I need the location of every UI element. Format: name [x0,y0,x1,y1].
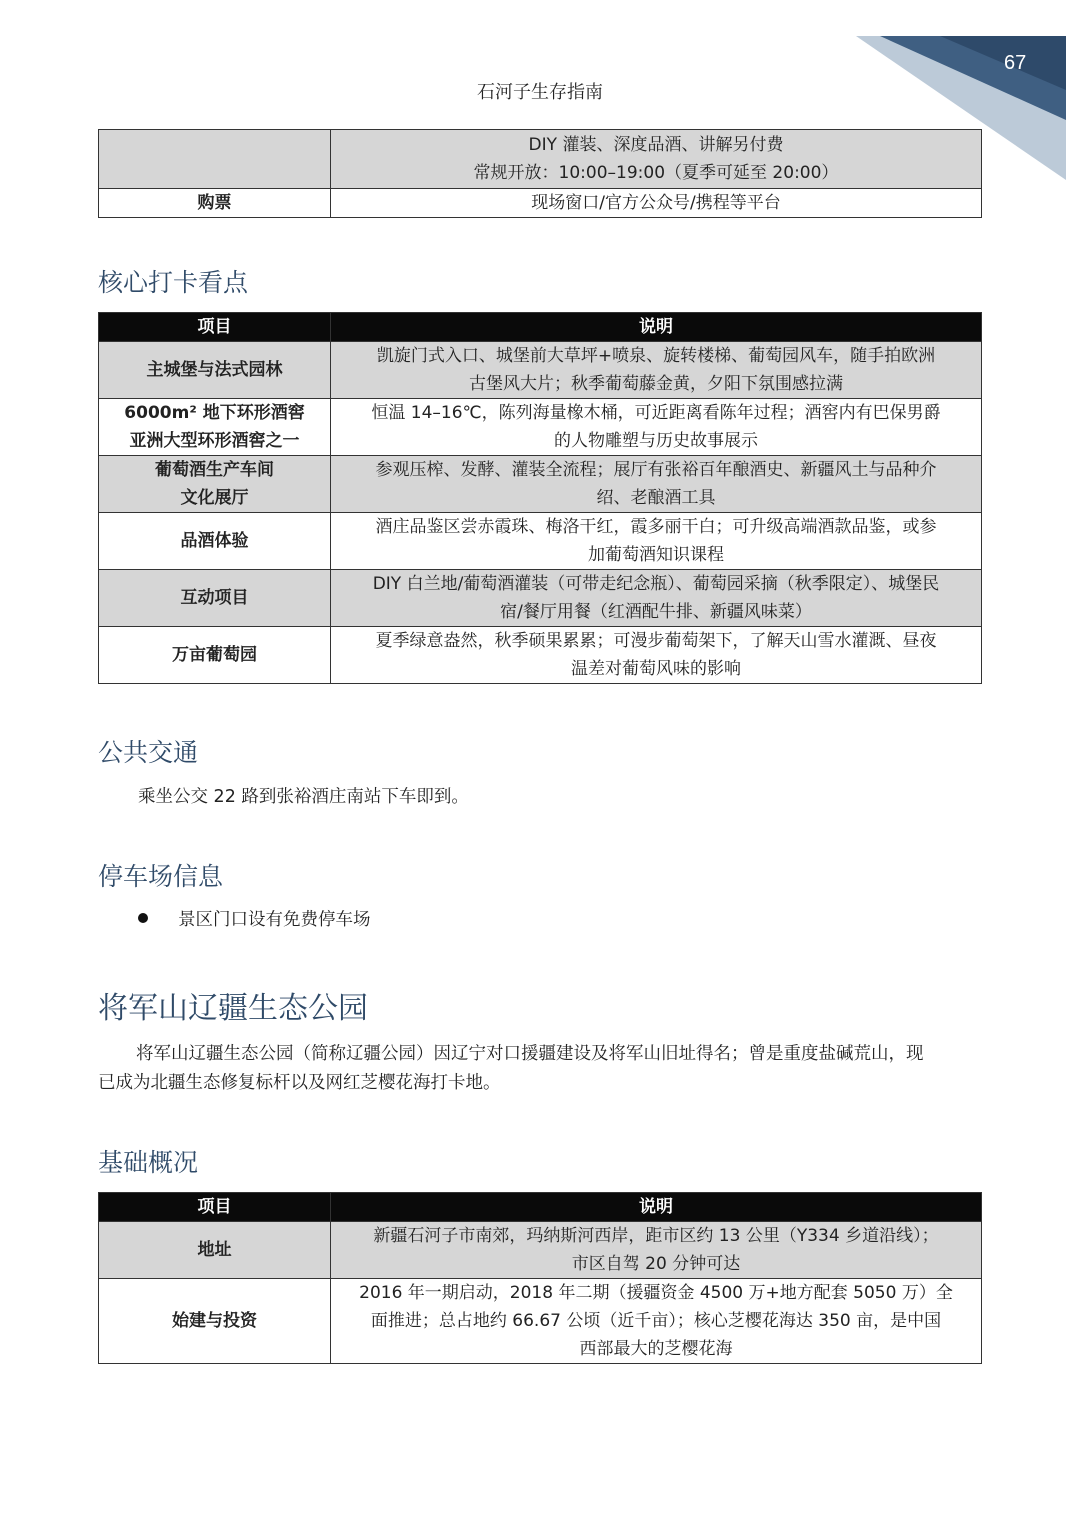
row-label [99,342,331,399]
row-label: 购票 [99,189,331,218]
desc-line: 现场窗口/官方公众号/携程等平台 [531,193,781,213]
desc-line: DIY 白兰地/葡萄酒灌装（可带走纪念瓶）、葡萄园采摘（秋季限定）、城堡民 [372,574,940,594]
row-label [99,456,331,513]
label-line: 互动项目 [180,588,249,608]
park-title: 将军山辽疆生态公园 [98,991,368,1026]
row-desc [331,627,982,684]
table-row [99,456,982,513]
row-desc [331,1279,982,1364]
table-row [99,189,982,218]
transport-text: 乘坐公交 22 路到张裕酒庄南站下车即到。 [138,787,469,807]
row-label [99,399,331,456]
label-line: 品酒体验 [180,531,249,551]
desc-line: 夏季绿意盎然，秋季硕果累累；可漫步葡萄架下，了解天山雪水灌溉、昼夜 [375,631,937,651]
row-label [99,570,331,627]
label-line: 万亩葡萄园 [172,645,257,665]
col-header-item: 项目 [99,313,331,342]
table-row [99,342,982,399]
row-label [99,130,331,189]
row-label: 始建与投资 [99,1279,331,1364]
col-header-item: 项目 [99,1193,331,1222]
bullet-icon [138,913,148,923]
desc-line: 新疆石河子市南郊，玛纳斯河西岸，距市区约 13 公里（Y334 乡道沿线）； [373,1226,939,1246]
label-line: 主城堡与法式园林 [146,360,283,380]
bullet-text: 景区门口设有免费停车场 [178,910,371,930]
label-line: 亚洲大型环形酒窖之一 [129,431,300,451]
row-label: 地址 [99,1222,331,1279]
col-header-desc: 说明 [331,1193,982,1222]
desc-line: 参观压榨、发酵、灌装全流程；展厅有张裕百年酿酒史、新疆风土与品种介 [375,460,937,480]
table-row [99,399,982,456]
desc-line: 西部最大的芝樱花海 [579,1339,733,1359]
table-row [99,627,982,684]
row-desc [331,399,982,456]
core-attractions-table [98,312,982,684]
desc-line: DIY 灌装、深度品酒、讲解另付费 [528,135,784,155]
section-heading: 公共交通 [98,738,199,767]
row-label [99,513,331,570]
section-heading: 基础概况 [98,1148,199,1177]
desc-line: 的人物雕塑与历史故事展示 [554,431,758,451]
desc-line: 凯旋门式入口、城堡前大草坪+喷泉、旋转楼梯、葡萄园风车，随手拍欧洲 [376,346,936,366]
basic-overview-table [98,1192,982,1364]
desc-line: 加葡萄酒知识课程 [588,545,724,565]
desc-line: 常规开放：10:00–19:00（夏季可延至 20:00） [473,163,839,183]
desc-line: 温差对葡萄风味的影响 [571,659,741,679]
desc-line: 市区自驾 20 分钟可达 [571,1254,741,1274]
desc-line: 古堡风大片；秋季葡萄藤金黄，夕阳下氛围感拉满 [469,374,843,394]
desc-line: 2016 年一期启动，2018 年二期（援疆资金 4500 万+地方配套 5050 万）全 [359,1283,953,1303]
row-desc [331,342,982,399]
intro-line: 将军山辽疆生态公园（简称辽疆公园）因辽宁对口援疆建设及将军山旧址得名；曾是重度盐碱荒山，现 [136,1044,924,1064]
table-row [99,1222,982,1279]
label-line: 6000m² 地下环形酒窖 [124,403,305,423]
row-desc [331,570,982,627]
page-number: 67 [1004,52,1027,74]
row-desc [331,513,982,570]
table-row [99,570,982,627]
desc-line: 酒庄品鉴区尝赤霞珠、梅洛干红，霞多丽干白；可升级高端酒款品鉴，或参 [375,517,937,537]
row-desc [331,189,982,218]
row-desc [331,456,982,513]
table-row [99,1279,982,1364]
desc-line: 恒温 14–16℃，陈列海量橡木桶，可近距离看陈年过程；酒窖内有巴保男爵 [371,403,941,423]
bullet-item [138,906,371,931]
desc-line: 绍、老酿酒工具 [596,488,716,508]
desc-line: 宿/餐厅用餐（红酒配牛排、新疆风味菜） [500,602,812,622]
top-info-table [98,129,982,218]
section-heading: 停车场信息 [98,862,224,891]
label-line: 葡萄酒生产车间 [155,460,274,480]
col-header-desc: 说明 [331,313,982,342]
intro-line: 已成为北疆生态修复标杆以及网红芝樱花海打卡地。 [98,1073,501,1093]
label-line: 文化展厅 [180,488,249,508]
desc-line: 面推进；总占地约 66.67 公顷（近千亩）；核心芝樱花海达 350 亩，是中国 [370,1311,942,1331]
table-row [99,130,982,189]
row-desc [331,1222,982,1279]
row-label [99,627,331,684]
running-head: 石河子生存指南 [477,82,603,103]
section-heading: 核心打卡看点 [98,268,249,297]
park-intro [98,1040,982,1098]
table-row [99,513,982,570]
row-desc [331,130,982,189]
